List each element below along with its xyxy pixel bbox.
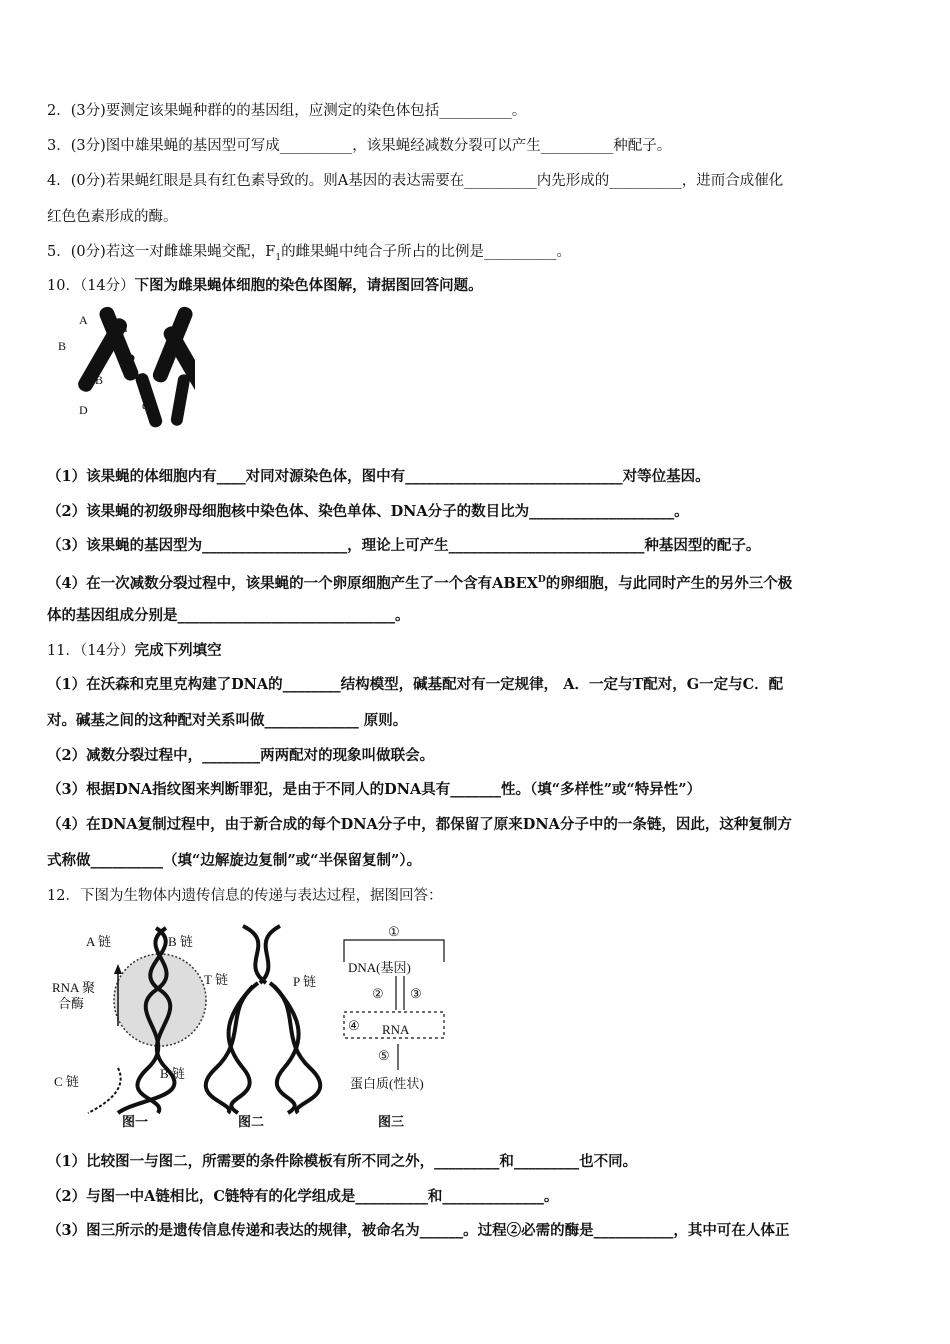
figure-3 xyxy=(344,924,444,1129)
q10-part-4-sup: D xyxy=(537,575,546,585)
label-B2: B xyxy=(95,373,104,387)
q11-number: 11．（14分） xyxy=(47,643,135,659)
q10-part-4-pre: （4）在一次减数分裂过程中，该果蝇的一个卵原细胞产生了一个含有ABEX xyxy=(47,574,538,592)
q11-part-3: （3）根据DNA指纹图来判断罪犯，是由于不同人的DNA具有_______性。（填“多样性”或“特异性”） xyxy=(47,781,702,798)
q9-item-3: 3．(3分)图中雄果蝇的基因型可写成__________，该果蝇经减数分裂可以产生__________种配子。 xyxy=(47,138,672,154)
fig2-t-chain: T 链 xyxy=(204,972,228,987)
fig3-protein: 蛋白质(性状) xyxy=(350,1076,424,1091)
label-A: A xyxy=(79,313,88,327)
q9-item-5 xyxy=(47,242,907,268)
fig3-n3: ③ xyxy=(410,986,422,1001)
q9-item-2: 2．(3分)要测定该果蝇种群的的基因组，应测定的染色体包括__________。 xyxy=(47,103,527,119)
fig1-rna-pol-2: 合酶 xyxy=(58,996,85,1011)
arrow-up-head xyxy=(114,964,122,974)
fig3-rna: RNA xyxy=(382,1022,410,1037)
fig2-helix-top-2 xyxy=(260,926,280,983)
chromosome-d xyxy=(170,373,191,426)
fig3-dna: DNA(基因) xyxy=(348,960,411,975)
label-d: d xyxy=(142,398,148,412)
fig3-n5: ⑤ xyxy=(378,1048,390,1063)
q9-item-5-post: 的雌果蝇中纯合子所占的比例是__________。 xyxy=(281,244,572,260)
q9-item-5-pre: 5．(0分)若这一对雌雄果蝇交配，F xyxy=(47,244,276,260)
q10-part-1: （1）该果蝇的体细胞内有____对同对源染色体，图中有______________________________对等位基因。 xyxy=(47,468,710,485)
fig3-n1: ① xyxy=(388,924,400,939)
chromosome-dot-2 xyxy=(120,361,127,368)
chromosome-dot-1 xyxy=(128,355,135,362)
fig3-caption: 图三 xyxy=(378,1114,405,1129)
fig1-rna-pol-1: RNA 聚 xyxy=(52,980,95,995)
q9-item-4-line2: 红色色素形成的酶。 xyxy=(47,209,178,225)
q12-title: 12．下图为生物体内遗传信息的传递与表达过程，据图回答： xyxy=(47,888,443,904)
fig1-c-chain: C 链 xyxy=(54,1074,79,1089)
fig1-caption: 图一 xyxy=(122,1114,149,1129)
q11-part-1-line2: 对。碱基之间的这种配对关系叫做_____________ 原则。 xyxy=(47,712,408,729)
fig2-caption: 图二 xyxy=(238,1114,265,1129)
q12-part-3: （3）图三所示的是遗传信息传递和表达的规律，被命名为______。过程②必需的酶是___________，其中可在人体正 xyxy=(47,1222,790,1239)
fig2-helix-right-2 xyxy=(274,986,299,1113)
q10-title-text: 下图为雌果蝇体细胞的染色体图解，请据图回答问题。 xyxy=(134,277,483,294)
fig3-n2: ② xyxy=(372,986,384,1001)
q10-part-4-line2: 体的基因组成分别是______________________________。 xyxy=(47,607,410,624)
label-E: E xyxy=(167,341,175,355)
label-B: B xyxy=(58,339,67,353)
q9-item-5-sub: 1 xyxy=(275,252,282,263)
q10-title xyxy=(47,276,907,296)
q10-part-4-line1 xyxy=(47,570,907,594)
q11-part-2: （2）减数分裂过程中，________两两配对的现象叫做联会。 xyxy=(47,747,435,764)
genetic-info-figures xyxy=(48,918,458,1133)
q11-part-4-line2: 式称做__________（填“边解旋边复制”或“半保留复制”）。 xyxy=(47,852,422,869)
fig1-a-chain: A 链 xyxy=(86,934,111,949)
rna-strand xyxy=(88,1068,121,1113)
figure-2 xyxy=(204,926,320,1129)
fig1-b-chain-2: B 链 xyxy=(160,1066,185,1081)
q11-part-1-line1: （1）在沃森和克里克构建了DNA的________结构模型，碱基配对有一定规律， A．一定与T配对，G一定与C．配 xyxy=(47,676,784,693)
fig2-p-chain: P 链 xyxy=(293,974,316,989)
q10-part-3: （3）该果蝇的基因型为____________________，理论上可产生___________________________种基因型的配子。 xyxy=(47,537,761,554)
fig3-n4: ④ xyxy=(348,1018,360,1033)
q11-part-4-line1: （4）在DNA复制过程中，由于新合成的每个DNA分子中，都保留了原来DNA分子中的一条链，因此，这种复制方 xyxy=(47,816,792,833)
q12-part-2: （2）与图一中A链相比，C链特有的化学组成是__________和______________。 xyxy=(47,1188,559,1205)
q10-number: 10．（14分） xyxy=(47,278,135,294)
figure-1 xyxy=(52,928,206,1129)
label-D: D xyxy=(79,403,88,417)
fig1-b-chain: B 链 xyxy=(168,934,193,949)
q12-part-1: （1）比较图一与图二，所需要的条件除模板有所不同之外，_________和_________也不同。 xyxy=(47,1153,638,1170)
q10-part-4-post: 的卵细胞，与此同时产生的另外三个极 xyxy=(545,574,793,592)
q11-title xyxy=(47,641,907,661)
q9-item-4-line1: 4．(0分)若果蝇红眼是具有红色素导致的。则A基因的表达需要在__________内先形成的__________，进而合成催化 xyxy=(47,173,784,189)
q10-part-2: （2）该果蝇的初级卵母细胞核中染色体、染色单体、DNA分子的数目比为____________________。 xyxy=(47,503,689,520)
chromosome-figure xyxy=(50,302,195,432)
label-e: e xyxy=(138,373,144,387)
q11-title-text: 完成下列填空 xyxy=(134,642,222,659)
fig3-self-replication-bracket xyxy=(344,940,444,962)
fig2-helix-top-1 xyxy=(243,926,266,983)
label-a: a xyxy=(122,321,128,335)
